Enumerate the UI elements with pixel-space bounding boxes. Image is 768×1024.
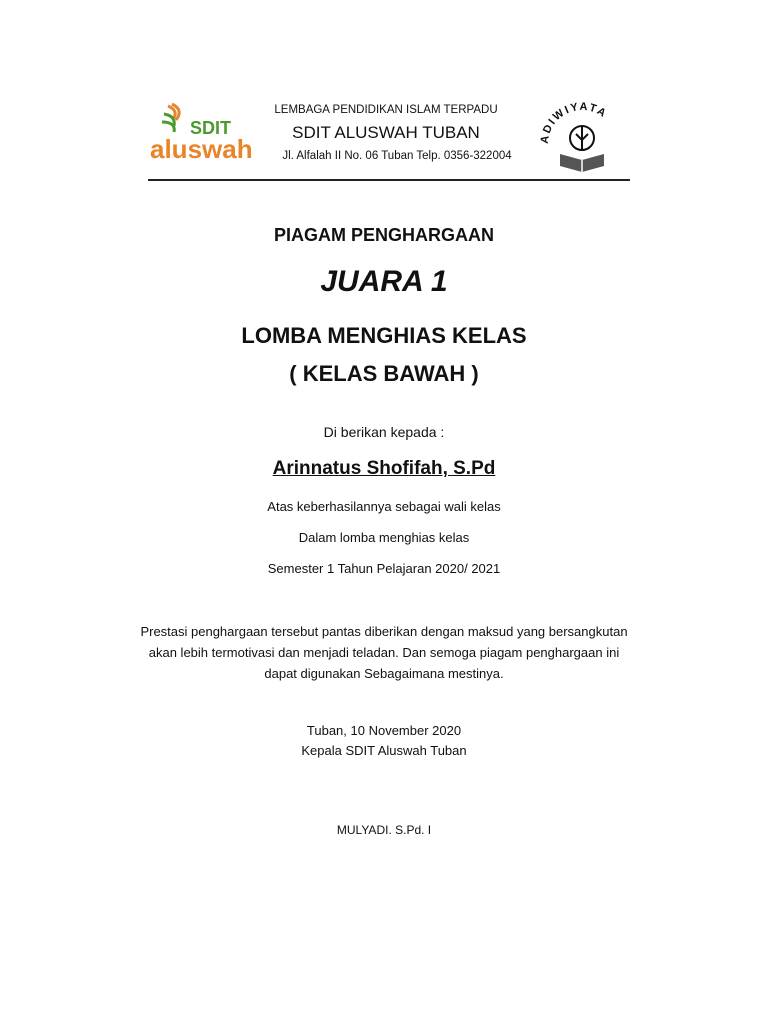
place-date: Tuban, 10 November 2020 bbox=[306, 723, 462, 738]
svg-text:SDIT: SDIT bbox=[190, 118, 232, 138]
school-name: SDIT ALUSWAH TUBAN bbox=[292, 123, 480, 142]
reason-line-2: Dalam lomba menghias kelas bbox=[298, 530, 470, 545]
adiwiyata-logo bbox=[536, 100, 628, 178]
certificate-title: PIAGAM PENGHARGAAN bbox=[273, 225, 494, 245]
competition-name: LOMBA MENGHIAS KELAS bbox=[241, 323, 527, 348]
given-to-label: Di berikan kepada : bbox=[323, 424, 445, 440]
org-line: LEMBAGA PENDIDIKAN ISLAM TERPADU bbox=[274, 104, 498, 116]
svg-text:ADIWIYATA: ADIWIYATA bbox=[538, 100, 610, 145]
award-title: JUARA 1 bbox=[320, 265, 448, 298]
svg-text:aluswah: aluswah bbox=[150, 134, 253, 162]
competition-category: ( KELAS BAWAH ) bbox=[289, 361, 479, 386]
reason-line-3: Semester 1 Tahun Pelajaran 2020/ 2021 bbox=[267, 561, 501, 576]
reason-line-1: Atas keberhasilannya sebagai wali kelas bbox=[267, 499, 501, 514]
header-divider bbox=[148, 179, 630, 181]
aluswah-logo bbox=[150, 100, 260, 162]
school-address: Jl. Alfalah II No. 06 Tuban Telp. 0356-322004 bbox=[282, 150, 512, 162]
closing-paragraph: Prestasi penghargaan tersebut pantas diberikan dengan maksud yang bersangkutan akan lebih termotivasi dan menjadi teladan. Dan semoga piagam penghargaan ini dapat digunakan Sebagaimana mestinya. bbox=[140, 624, 628, 681]
signer-name: MULYADI. S.Pd. I bbox=[336, 823, 432, 837]
recipient-name bbox=[0, 458, 768, 480]
signer-position: Kepala SDIT Aluswah Tuban bbox=[301, 743, 467, 758]
recipient-name-text: Arinnatus Shofifah, S.Pd bbox=[272, 458, 496, 479]
